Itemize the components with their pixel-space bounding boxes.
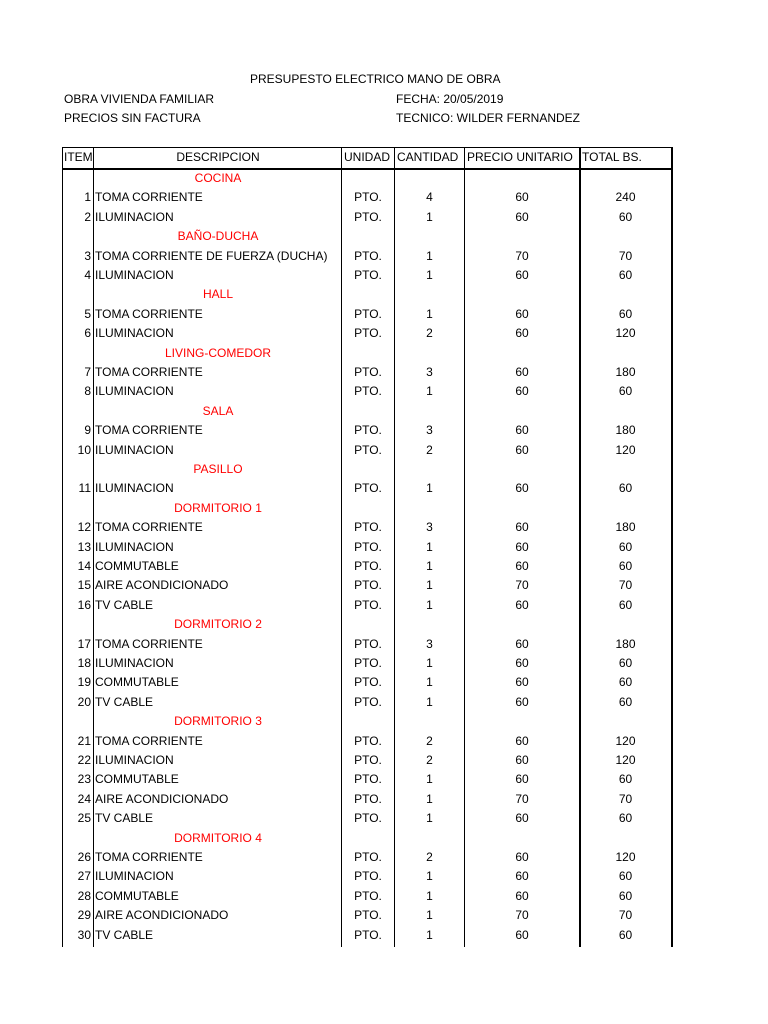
precio-unitario-cell: 60 bbox=[515, 306, 529, 321]
precio-unitario-cell: 60 bbox=[515, 520, 529, 535]
unidad-cell: PTO. bbox=[354, 384, 382, 399]
unidad-cell: PTO. bbox=[354, 190, 382, 205]
unidad-cell: PTO. bbox=[354, 850, 382, 864]
header-cantidad: CANTIDAD bbox=[397, 150, 459, 164]
precio-unitario-cell: 60 bbox=[515, 888, 529, 903]
descripcion-cell: AIRE ACONDICIONADO bbox=[95, 908, 229, 923]
precio-unitario-cell: 60 bbox=[515, 753, 529, 767]
total-cell: 180 bbox=[615, 423, 636, 438]
item-cell: 6 bbox=[84, 326, 91, 341]
unidad-cell: PTO. bbox=[354, 442, 382, 457]
item-cell: 20 bbox=[77, 694, 91, 709]
unidad-cell: PTO. bbox=[354, 675, 382, 690]
descripcion-cell: TOMA CORRIENTE bbox=[95, 365, 203, 379]
total-cell: 180 bbox=[615, 636, 636, 651]
total-cell: 60 bbox=[618, 306, 633, 321]
item-cell: 8 bbox=[84, 384, 91, 399]
total-cell: 60 bbox=[618, 927, 633, 942]
descripcion-cell: COMMUTABLE bbox=[95, 888, 179, 903]
cantidad-cell: 1 bbox=[426, 811, 433, 826]
unidad-cell: PTO. bbox=[354, 326, 382, 341]
total-cell: 240 bbox=[615, 190, 636, 205]
cantidad-cell: 2 bbox=[426, 733, 433, 748]
item-cell: 12 bbox=[77, 520, 91, 535]
descripcion-cell: TOMA CORRIENTE bbox=[95, 636, 203, 651]
precio-unitario-cell: 60 bbox=[515, 850, 529, 864]
section-title: LIVING-COMEDOR bbox=[164, 345, 271, 360]
descripcion-cell: TOMA CORRIENTE bbox=[95, 423, 203, 438]
cantidad-cell: 1 bbox=[426, 268, 433, 282]
cantidad-cell: 1 bbox=[426, 306, 433, 321]
total-cell: 60 bbox=[618, 656, 633, 670]
precio-unitario-cell: 60 bbox=[515, 268, 529, 282]
precio-unitario-cell: 60 bbox=[515, 869, 529, 884]
cantidad-cell: 3 bbox=[426, 520, 433, 535]
precio-unitario-cell: 60 bbox=[515, 694, 529, 709]
precios-label: PRECIOS SIN FACTURA bbox=[64, 111, 201, 125]
descripcion-cell: ILUMINACION bbox=[95, 326, 174, 341]
precio-unitario-cell: 60 bbox=[515, 384, 529, 399]
item-cell: 18 bbox=[77, 656, 91, 670]
cantidad-cell: 1 bbox=[426, 597, 433, 612]
descripcion-cell: TV CABLE bbox=[95, 811, 154, 826]
item-cell: 7 bbox=[84, 365, 91, 379]
precio-unitario-cell: 60 bbox=[515, 423, 529, 438]
unidad-cell: PTO. bbox=[354, 365, 382, 379]
descripcion-cell: COMMUTABLE bbox=[95, 675, 179, 690]
item-cell: 17 bbox=[77, 636, 91, 651]
total-cell: 120 bbox=[615, 442, 636, 457]
item-cell: 1 bbox=[84, 190, 91, 205]
unidad-cell: PTO. bbox=[354, 268, 382, 282]
item-cell: 3 bbox=[84, 248, 91, 263]
fecha-label: FECHA: 20/05/2019 bbox=[396, 92, 504, 106]
precio-unitario-cell: 60 bbox=[515, 190, 529, 205]
descripcion-cell: ILUMINACION bbox=[95, 384, 174, 399]
precio-unitario-cell: 60 bbox=[515, 811, 529, 826]
unidad-cell: PTO. bbox=[354, 869, 382, 884]
cantidad-cell: 1 bbox=[426, 559, 433, 573]
precio-unitario-cell: 60 bbox=[515, 733, 529, 748]
unidad-cell: PTO. bbox=[354, 481, 382, 496]
document-title: PRESUPESTO ELECTRICO MANO DE OBRA bbox=[250, 72, 501, 86]
precio-unitario-cell: 60 bbox=[515, 636, 529, 651]
cantidad-cell: 3 bbox=[426, 365, 433, 379]
unidad-cell: PTO. bbox=[354, 423, 382, 438]
precio-unitario-cell: 70 bbox=[515, 791, 529, 806]
descripcion-cell: TOMA CORRIENTE bbox=[95, 520, 203, 535]
item-cell: 15 bbox=[77, 578, 91, 593]
section-title: DORMITORIO 3 bbox=[174, 714, 262, 729]
cantidad-cell: 1 bbox=[426, 888, 433, 903]
total-cell: 60 bbox=[618, 675, 633, 690]
precio-unitario-cell: 60 bbox=[515, 927, 529, 942]
unidad-cell: PTO. bbox=[354, 753, 382, 767]
tecnico-label: TECNICO: WILDER FERNANDEZ bbox=[396, 111, 581, 125]
precio-unitario-cell: 60 bbox=[515, 597, 529, 612]
total-cell: 60 bbox=[618, 772, 633, 787]
descripcion-cell: TV CABLE bbox=[95, 694, 154, 709]
unidad-cell: PTO. bbox=[354, 791, 382, 806]
item-cell: 27 bbox=[77, 869, 91, 884]
header-descripcion: DESCRIPCION bbox=[176, 150, 260, 164]
item-cell: 30 bbox=[77, 927, 91, 942]
unidad-cell: PTO. bbox=[354, 209, 382, 224]
cantidad-cell: 4 bbox=[426, 190, 433, 205]
precio-unitario-cell: 60 bbox=[515, 656, 529, 670]
unidad-cell: PTO. bbox=[354, 559, 382, 573]
item-cell: 26 bbox=[77, 850, 91, 864]
cantidad-cell: 1 bbox=[426, 927, 433, 942]
descripcion-cell: ILUMINACION bbox=[95, 442, 174, 457]
cantidad-cell: 1 bbox=[426, 481, 433, 496]
cantidad-cell: 1 bbox=[426, 209, 433, 224]
unidad-cell: PTO. bbox=[354, 927, 382, 942]
unidad-cell: PTO. bbox=[354, 694, 382, 709]
cantidad-cell: 1 bbox=[426, 675, 433, 690]
item-cell: 5 bbox=[84, 306, 91, 321]
section-title: COCINA bbox=[194, 171, 242, 185]
item-cell: 10 bbox=[77, 442, 91, 457]
unidad-cell: PTO. bbox=[354, 306, 382, 321]
descripcion-cell: ILUMINACION bbox=[95, 268, 174, 282]
item-cell: 23 bbox=[77, 772, 91, 787]
item-cell: 2 bbox=[84, 209, 91, 224]
cantidad-cell: 1 bbox=[426, 772, 433, 787]
item-cell: 19 bbox=[77, 675, 91, 690]
cantidad-cell: 2 bbox=[426, 753, 433, 767]
unidad-cell: PTO. bbox=[354, 636, 382, 651]
descripcion-cell: AIRE ACONDICIONADO bbox=[95, 791, 229, 806]
total-cell: 60 bbox=[618, 559, 633, 573]
precio-unitario-cell: 60 bbox=[515, 326, 529, 341]
item-cell: 22 bbox=[77, 753, 91, 767]
descripcion-cell: ILUMINACION bbox=[95, 209, 174, 224]
unidad-cell: PTO. bbox=[354, 656, 382, 670]
total-cell: 60 bbox=[618, 888, 633, 903]
unidad-cell: PTO. bbox=[354, 733, 382, 748]
unidad-cell: PTO. bbox=[354, 578, 382, 593]
precio-unitario-cell: 70 bbox=[515, 908, 529, 923]
section-title: HALL bbox=[202, 287, 234, 302]
unidad-cell: PTO. bbox=[354, 597, 382, 612]
header-precio-unitario: PRECIO UNITARIO bbox=[467, 150, 573, 164]
descripcion-cell: TOMA CORRIENTE bbox=[95, 733, 203, 748]
total-cell: 180 bbox=[615, 365, 636, 379]
section-title: DORMITORIO 2 bbox=[174, 617, 262, 632]
total-cell: 120 bbox=[615, 326, 636, 341]
precio-unitario-cell: 60 bbox=[515, 209, 529, 224]
descripcion-cell: ILUMINACION bbox=[95, 753, 174, 767]
unidad-cell: PTO. bbox=[354, 539, 382, 554]
obra-label: OBRA VIVIENDA FAMILIAR bbox=[64, 92, 215, 106]
cantidad-cell: 3 bbox=[426, 636, 433, 651]
descripcion-cell: ILUMINACION bbox=[95, 481, 174, 496]
total-cell: 120 bbox=[615, 850, 636, 864]
column-border bbox=[671, 147, 673, 947]
cantidad-cell: 3 bbox=[426, 423, 433, 438]
descripcion-cell: TV CABLE bbox=[95, 597, 154, 612]
descripcion-cell: COMMUTABLE bbox=[95, 559, 179, 573]
total-cell: 70 bbox=[618, 578, 633, 593]
budget-table bbox=[62, 147, 673, 947]
total-cell: 70 bbox=[618, 791, 633, 806]
cantidad-cell: 1 bbox=[426, 694, 433, 709]
item-cell: 25 bbox=[77, 811, 91, 826]
item-cell: 4 bbox=[84, 268, 91, 282]
total-cell: 120 bbox=[615, 753, 636, 767]
precio-unitario-cell: 60 bbox=[515, 675, 529, 690]
total-cell: 60 bbox=[618, 597, 633, 612]
section-title: BAÑO-DUCHA bbox=[177, 229, 259, 244]
total-cell: 60 bbox=[618, 481, 633, 496]
section-title: DORMITORIO 4 bbox=[174, 830, 262, 845]
cantidad-cell: 2 bbox=[426, 850, 433, 864]
item-cell: 24 bbox=[77, 791, 91, 806]
item-cell: 21 bbox=[77, 733, 91, 748]
item-cell: 29 bbox=[77, 908, 91, 923]
precio-unitario-cell: 60 bbox=[515, 539, 529, 554]
descripcion-cell: AIRE ACONDICIONADO bbox=[95, 578, 229, 593]
total-cell: 60 bbox=[618, 539, 633, 554]
precio-unitario-cell: 60 bbox=[515, 772, 529, 787]
cantidad-cell: 1 bbox=[426, 248, 433, 263]
header-total: TOTAL BS. bbox=[582, 150, 642, 164]
total-cell: 180 bbox=[615, 520, 636, 535]
descripcion-cell: ILUMINACION bbox=[95, 539, 174, 554]
item-cell: 13 bbox=[77, 539, 91, 554]
item-cell: 28 bbox=[77, 888, 91, 903]
unidad-cell: PTO. bbox=[354, 248, 382, 263]
descripcion-cell: TV CABLE bbox=[95, 927, 154, 942]
cantidad-cell: 1 bbox=[426, 791, 433, 806]
cantidad-cell: 1 bbox=[426, 908, 433, 923]
precio-unitario-cell: 70 bbox=[515, 578, 529, 593]
unidad-cell: PTO. bbox=[354, 772, 382, 787]
section-title: SALA bbox=[202, 403, 234, 418]
unidad-cell: PTO. bbox=[354, 520, 382, 535]
precio-unitario-cell: 60 bbox=[515, 559, 529, 573]
unidad-cell: PTO. bbox=[354, 811, 382, 826]
descripcion-cell: TOMA CORRIENTE bbox=[95, 850, 203, 864]
header-item: ITEM bbox=[64, 150, 93, 164]
descripcion-cell: TOMA CORRIENTE bbox=[95, 306, 203, 321]
precio-unitario-cell: 70 bbox=[515, 248, 529, 263]
section-title: PASILLO bbox=[193, 462, 243, 476]
descripcion-cell: ILUMINACION bbox=[95, 656, 174, 670]
cantidad-cell: 1 bbox=[426, 869, 433, 884]
item-cell: 16 bbox=[77, 597, 91, 612]
total-cell: 60 bbox=[618, 811, 633, 826]
total-cell: 60 bbox=[618, 869, 633, 884]
cantidad-cell: 1 bbox=[426, 578, 433, 593]
precio-unitario-cell: 60 bbox=[515, 481, 529, 496]
total-cell: 60 bbox=[618, 268, 633, 282]
cantidad-cell: 1 bbox=[426, 384, 433, 399]
total-cell: 60 bbox=[618, 384, 633, 399]
precio-unitario-cell: 60 bbox=[515, 442, 529, 457]
column-border bbox=[93, 147, 94, 947]
cantidad-cell: 1 bbox=[426, 539, 433, 554]
total-cell: 60 bbox=[618, 694, 633, 709]
item-cell: 14 bbox=[77, 559, 91, 573]
unidad-cell: PTO. bbox=[354, 888, 382, 903]
total-cell: 120 bbox=[615, 733, 636, 748]
section-title: DORMITORIO 1 bbox=[174, 500, 262, 515]
cantidad-cell: 2 bbox=[426, 442, 433, 457]
item-cell: 11 bbox=[78, 481, 91, 496]
precio-unitario-cell: 60 bbox=[515, 365, 529, 379]
descripcion-cell: TOMA CORRIENTE bbox=[95, 190, 203, 205]
unidad-cell: PTO. bbox=[354, 908, 382, 923]
total-cell: 60 bbox=[618, 209, 633, 224]
item-cell: 9 bbox=[84, 423, 91, 438]
cantidad-cell: 2 bbox=[426, 326, 433, 341]
total-cell: 70 bbox=[618, 908, 633, 923]
descripcion-cell: ILUMINACION bbox=[95, 869, 174, 884]
cantidad-cell: 1 bbox=[426, 656, 433, 670]
total-cell: 70 bbox=[618, 248, 633, 263]
descripcion-cell: COMMUTABLE bbox=[95, 772, 179, 787]
header-unidad: UNIDAD bbox=[344, 150, 391, 164]
descripcion-cell: TOMA CORRIENTE DE FUERZA (DUCHA) bbox=[95, 248, 328, 263]
